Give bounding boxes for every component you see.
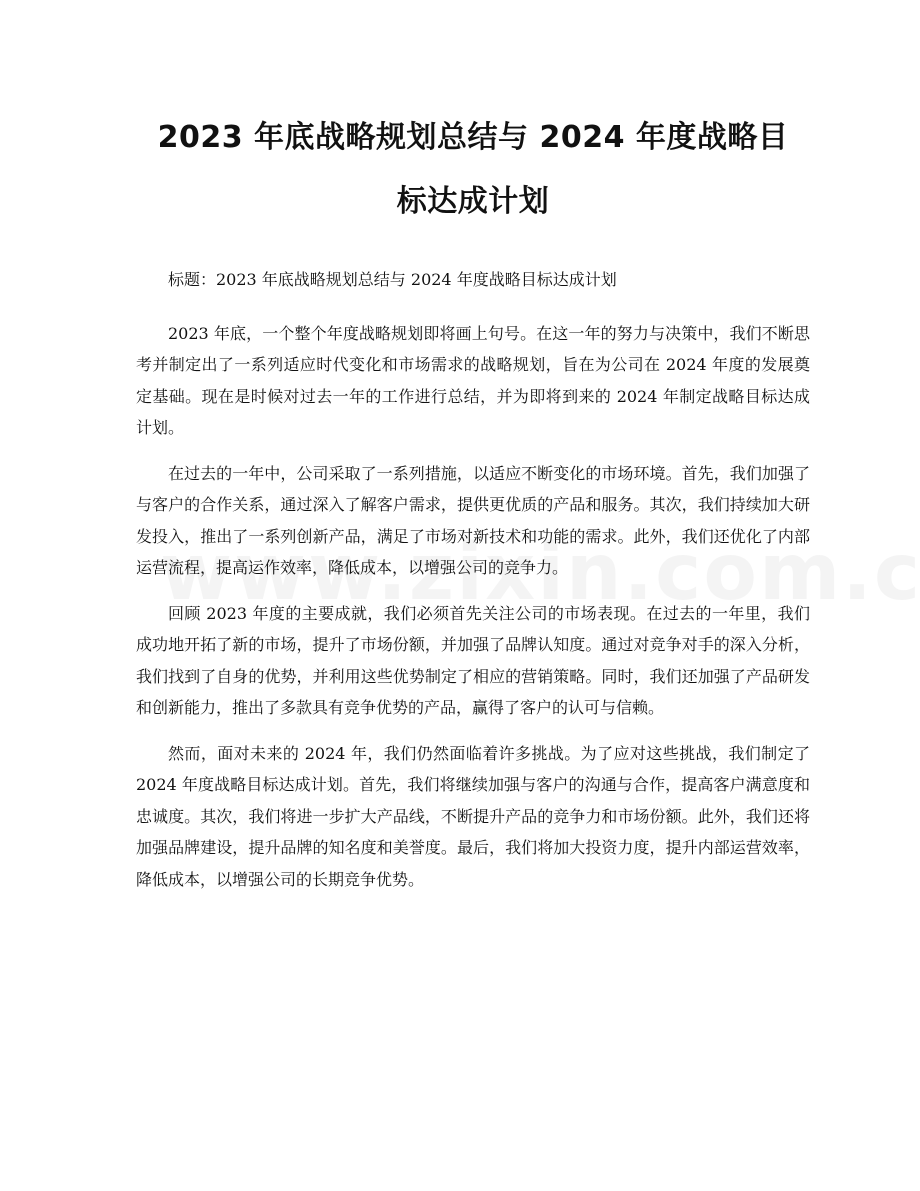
document-title (136, 106, 810, 234)
document-title-line-2: 标达成计划 (396, 184, 550, 219)
paragraph-plan: 然而，面对未来的 2024 年，我们仍然面临着许多挑战。为了应对这些挑战，我们制定了 2024 年度战略目标达成计划。首先，我们将继续加强与客户的沟通与合作，提高客户满意度和忠诚度。其次，我们将进一步扩大产品线，不断提升产品的竞争力和市场份额。此外，我们还将加强品牌建设，提升品牌的知名度和美誉度。最后，我们将加大投资力度，提升内部运营效率，降低成本，以增强公司的长期竞争优势。 (136, 743, 810, 889)
subtitle-paragraph: 标题：2023 年底战略规划总结与 2024 年度战略目标达成计划 (168, 270, 617, 289)
paragraph-measures: 在过去的一年中，公司采取了一系列措施，以适应不断变化的市场环境。首先，我们加强了与客户的合作关系，通过深入了解客户需求，提供更优质的产品和服务。其次，我们持续加大研发投入，推出了一系列创新产品，满足了市场对新技术和功能的需求。此外，我们还优化了内部运营流程，提高运作效率，降低成本，以增强公司的竞争力。 (136, 463, 810, 577)
document-title-line-1: 2023 年底战略规划总结与 2024 年度战略目 (157, 120, 789, 155)
paragraph-intro: 2023 年底，一个整个年度战略规划即将画上句号。在这一年的努力与决策中，我们不断思考并制定出了一系列适应时代变化和市场需求的战略规划，旨在为公司在 2024 年度的发展奠定基础。现在是时候对过去一年的工作进行总结，并为即将到来的 2024 年制定战略目标达成计划。 (136, 323, 810, 437)
paragraph-achievements: 回顾 2023 年度的主要成就，我们必须首先关注公司的市场表现。在过去的一年里，我们成功地开拓了新的市场，提升了市场份额，并加强了品牌认知度。通过对竞争对手的深入分析，我们找到了自身的优势，并利用这些优势制定了相应的营销策略。同时，我们还加强了产品研发和创新能力，推出了多款具有竞争优势的产品，赢得了客户的认可与信赖。 (136, 603, 810, 717)
document-body (136, 264, 810, 895)
